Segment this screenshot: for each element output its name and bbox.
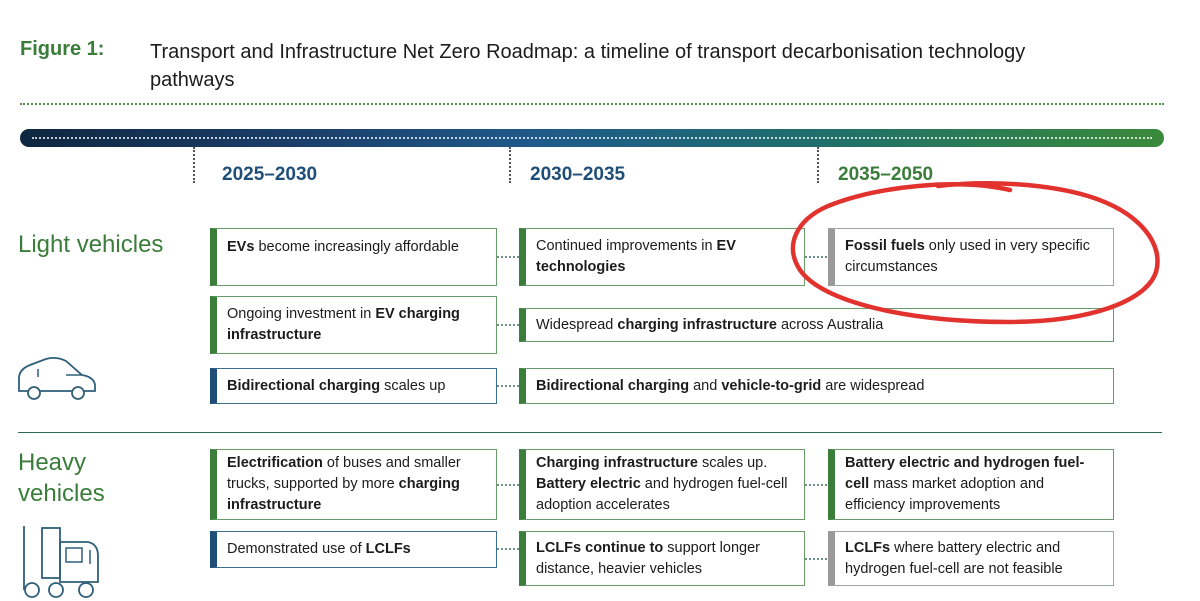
text: scales up. [697, 455, 768, 471]
light-row3-2025-box [210, 368, 497, 404]
box-text [227, 304, 490, 346]
text: of buses and smaller trucks, supported by more [227, 455, 461, 492]
box-text [845, 453, 1107, 516]
connector [805, 256, 827, 258]
timeline-tick [193, 147, 195, 183]
bold-text: Battery electric [536, 476, 641, 492]
text: Ongoing investment in [227, 306, 376, 322]
bold-text: EV technologies [536, 238, 736, 275]
box-text [845, 236, 1107, 278]
light-row2-2030-box [519, 308, 1114, 342]
connector [497, 256, 519, 258]
bold-text: EVs [227, 239, 255, 255]
connector [497, 385, 519, 387]
connector [805, 558, 827, 560]
header-divider [20, 103, 1164, 105]
box-text [536, 376, 924, 397]
connector [805, 484, 827, 486]
box-text [227, 376, 445, 397]
heavy-row2-2030-box [519, 531, 805, 586]
text: across Australia [776, 316, 884, 333]
figure-label: Figure 1: [20, 38, 105, 60]
text: become increasingly affordable [254, 239, 459, 255]
bold-text: Fossil fuels [845, 238, 925, 254]
bold-text: Bidirectional charging [536, 377, 690, 394]
box-text [536, 453, 798, 516]
connector [497, 484, 519, 486]
text: and [689, 377, 722, 394]
bold-text: Bidirectional charging [227, 377, 381, 394]
box-text [227, 453, 490, 516]
period-2025-2030: 2025–2030 [222, 164, 318, 185]
box-text [536, 236, 798, 278]
heavy-row1-2035-box [828, 449, 1114, 520]
light-row2-2025-box [210, 296, 497, 354]
bold-text: LCLFs [845, 539, 891, 556]
connector [497, 324, 519, 326]
timeline-bar [20, 129, 1164, 147]
text: only used in very specific circumstances [845, 238, 1090, 275]
box-text [227, 539, 411, 560]
box-text [536, 538, 798, 580]
text: Widespread [536, 316, 618, 333]
light-row1-2035-box [828, 228, 1114, 286]
car-icon [16, 355, 98, 403]
box-text [536, 315, 883, 336]
bold-text: Battery electric and hydrogen fuel-cell [845, 455, 1085, 492]
heavy-row2-2035-box [828, 531, 1114, 586]
period-2030-2035: 2030–2035 [530, 164, 626, 185]
text: Continued improvements in [536, 238, 717, 254]
bold-text: charging infrastructure [227, 476, 460, 513]
bold-text: charging infrastructure [617, 316, 777, 333]
box-text [227, 237, 459, 258]
timeline-tick [509, 147, 511, 183]
bold-text: EV charging infrastructure [227, 306, 460, 343]
category-heavy-vehicles: Heavy vehicles [18, 449, 105, 507]
connector [497, 548, 519, 550]
box-text [845, 538, 1107, 580]
text: and hydrogen fuel-cell adoption accelerates [536, 476, 788, 513]
text: Demonstrated use of [227, 541, 366, 557]
bold-text: LCLFs continue to [536, 539, 664, 556]
text: are widespread [821, 377, 925, 394]
light-row3-2030-box [519, 368, 1114, 404]
light-row1-2025-box [210, 228, 497, 286]
heavy-row1-2030-box [519, 449, 805, 520]
bold-text: LCLFs [365, 541, 411, 557]
truck-icon [16, 520, 102, 600]
heavy-row1-2025-box [210, 449, 497, 520]
text: support longer distance, heavier vehicles [536, 539, 760, 577]
bold-text: Charging infrastructure [536, 455, 698, 471]
text: mass market adoption and efficiency improvements [845, 476, 1045, 513]
timeline-tick [817, 147, 819, 183]
section-divider [18, 432, 1162, 433]
category-light-vehicles: Light vehicles [18, 231, 164, 258]
bold-text: Electrification [227, 455, 323, 471]
bold-text: vehicle-to-grid [721, 377, 822, 394]
text: where battery electric and hydrogen fuel-cell are not feasible [845, 539, 1063, 577]
heavy-row2-2025-box [210, 531, 497, 568]
period-2035-2050: 2035–2050 [838, 164, 934, 185]
figure-title: Transport and Infrastructure Net Zero Roadmap: a timeline of transport decarbonisation technology pathways [150, 41, 1026, 91]
light-row1-2030-box [519, 228, 805, 286]
text: scales up [380, 377, 446, 394]
